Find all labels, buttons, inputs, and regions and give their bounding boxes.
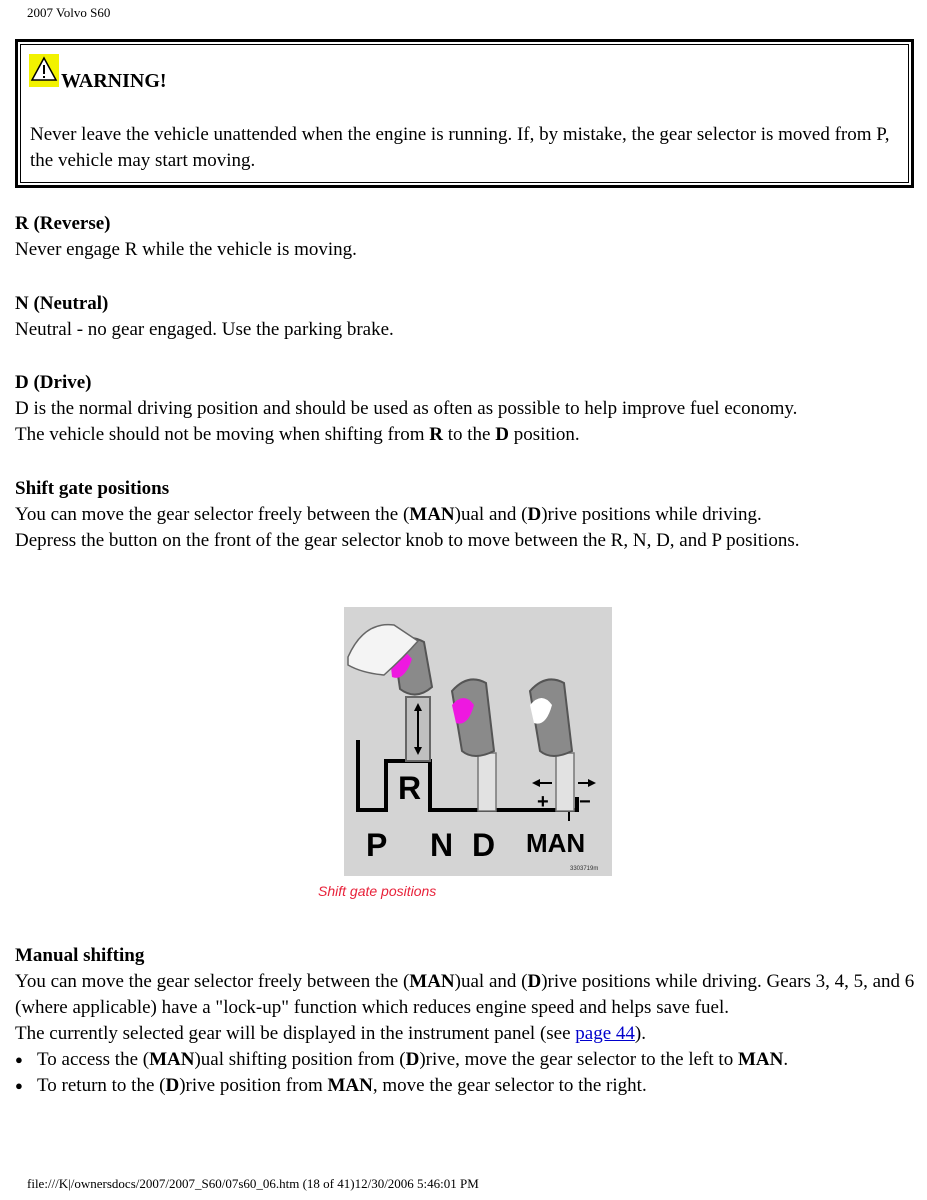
- section-text-shift-gate-1: You can move the gear selector freely between the (MAN)ual and (D)rive positions while driving.: [15, 504, 762, 525]
- section-text-manual-1: You can move the gear selector freely between the (MAN)ual and (D)rive positions while driving. Gears 3, 4, 5, and 6 (where applicable) have a "lock-up" function which reduces engine speed and helps save fuel.: [15, 971, 915, 1018]
- warning-text: Never leave the vehicle unattended when the engine is running. If, by mistake, the gear selector is moved from P, the vehicle may start moving.: [30, 124, 890, 171]
- gate-label-d: D: [472, 827, 496, 863]
- gate-label-r: R: [398, 770, 422, 806]
- warning-box: [15, 39, 914, 188]
- section-text-neutral: Neutral - no gear engaged. Use the parking brake.: [15, 319, 394, 340]
- section-manual-shifting: [15, 943, 915, 1099]
- section-heading-reverse: R (Reverse): [15, 213, 111, 234]
- section-text-drive-2: The vehicle should not be moving when shifting from R to the D position.: [15, 424, 580, 445]
- section-drive: [15, 370, 915, 448]
- section-shift-gate: [15, 476, 915, 554]
- document-header: 2007 Volvo S60: [27, 5, 111, 20]
- section-text-manual-2: The currently selected gear will be displayed in the instrument panel (see page 44).: [15, 1023, 646, 1044]
- section-heading-shift-gate: Shift gate positions: [15, 478, 170, 499]
- list-item: ● To return to the (D)rive position from MAN, move the gear selector to the right.: [15, 1073, 915, 1099]
- shift-gate-illustration: [344, 607, 612, 876]
- page-44-link[interactable]: page 44: [575, 1023, 635, 1044]
- document-footer: file:///K|/ownersdocs/2007/2007_S60/07s60_06.htm (18 of 41)12/30/2006 5:46:01 PM: [27, 1176, 479, 1191]
- section-heading-neutral: N (Neutral): [15, 293, 109, 314]
- manual-bullet-list: [15, 1047, 915, 1099]
- figure-code: 3303719m: [570, 866, 599, 872]
- gate-label-man: MAN: [526, 828, 586, 858]
- section-heading-drive: D (Drive): [15, 372, 92, 393]
- plus-label: +: [537, 791, 549, 813]
- gate-label-n: N: [430, 827, 454, 863]
- gear-selector-d: [452, 679, 496, 811]
- gear-selector-r: [348, 625, 432, 761]
- list-item: ● To access the (MAN)ual shifting position from (D)rive, move the gear selector to the left to MAN.: [15, 1047, 915, 1073]
- warning-title: WARNING!: [61, 70, 167, 92]
- section-heading-manual: Manual shifting: [15, 945, 145, 966]
- figure-caption: Shift gate positions: [318, 883, 437, 899]
- warning-triangle-icon: [29, 54, 59, 87]
- section-text-reverse: Never engage R while the vehicle is moving.: [15, 239, 357, 260]
- gate-label-p: P: [366, 827, 388, 863]
- minus-label: −: [579, 791, 591, 813]
- section-text-drive-1: D is the normal driving position and should be used as often as possible to help improve fuel economy.: [15, 398, 798, 419]
- section-neutral: [15, 291, 915, 343]
- section-text-shift-gate-2: Depress the button on the front of the gear selector knob to move between the R, N, D, and P positions.: [15, 530, 800, 551]
- section-reverse: [15, 211, 915, 263]
